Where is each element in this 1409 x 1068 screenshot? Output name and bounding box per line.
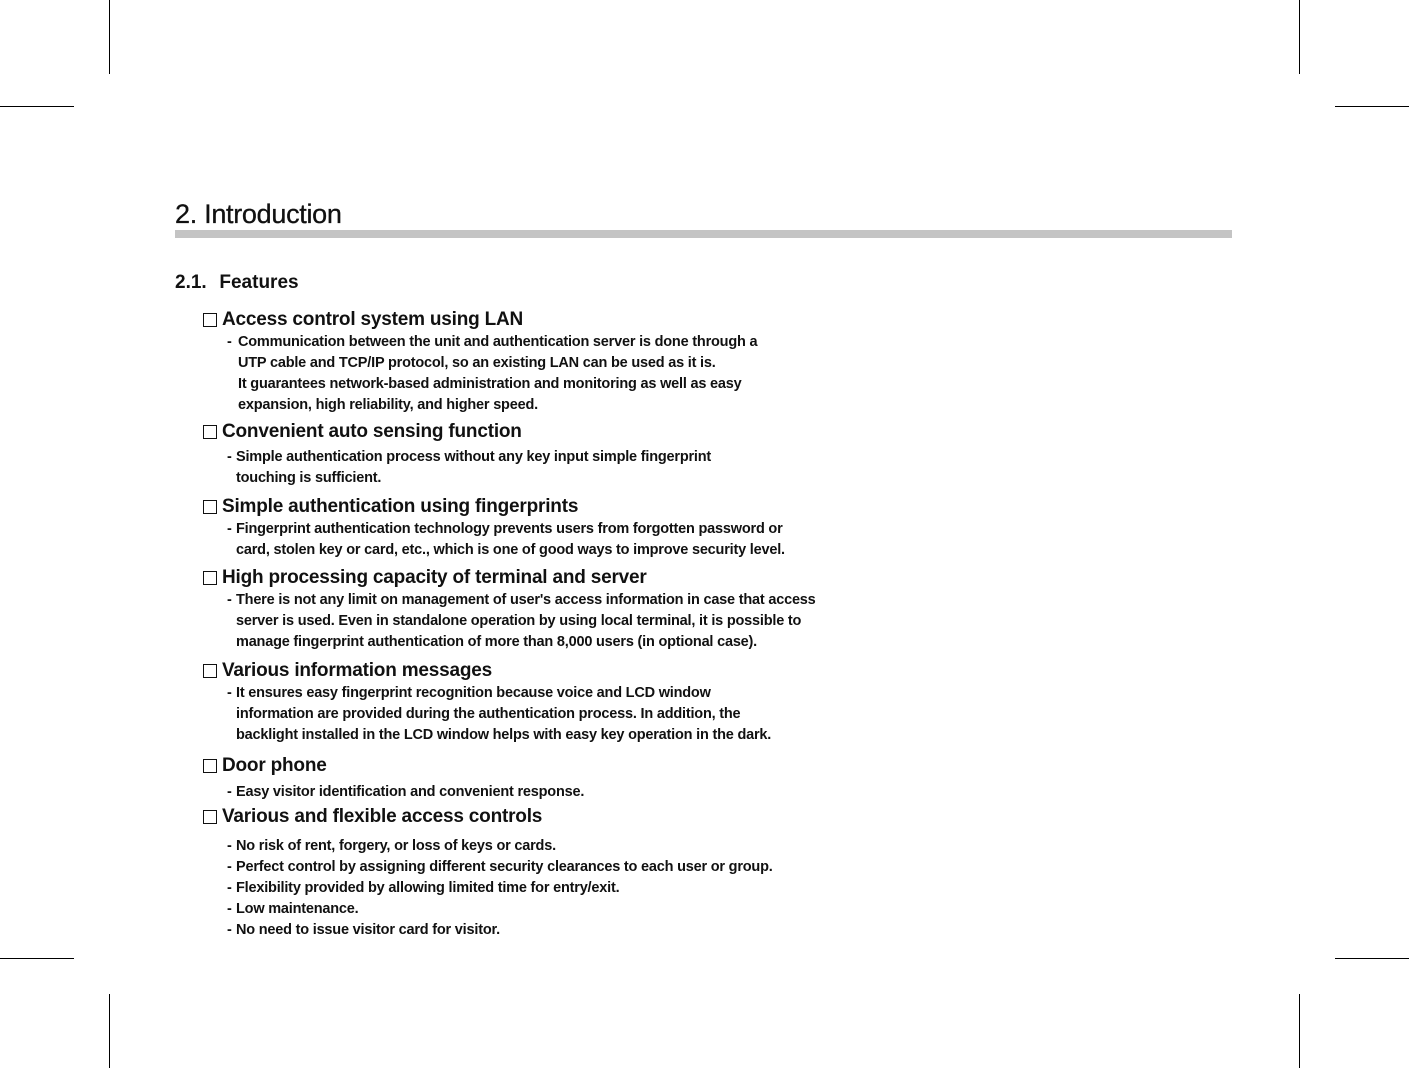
feature-heading	[203, 754, 584, 778]
bullet-dash: -	[227, 449, 232, 465]
description-line: There is not any limit on management of user's access information in case that access	[236, 592, 816, 608]
bullet-dash: -	[227, 685, 232, 701]
description-line: manage fingerprint authentication of more than 8,000 users (in optional case).	[236, 634, 757, 650]
description-line: Perfect control by assigning different security clearances to each user or group.	[236, 859, 773, 875]
feature-heading	[203, 805, 773, 829]
feature-title: Access control system using LAN	[222, 309, 524, 330]
description-line: Easy visitor identification and convenient response.	[236, 784, 585, 800]
feature-description	[203, 332, 757, 416]
feature-heading	[203, 420, 711, 444]
feature-item	[203, 878, 773, 899]
feature-description	[203, 519, 785, 561]
description-line: It ensures easy fingerprint recognition because voice and LCD window	[236, 685, 711, 701]
bullet-dash: -	[227, 334, 232, 350]
bullet-dash: -	[227, 521, 232, 537]
checkbox-icon	[203, 571, 217, 585]
description-line: card, stolen key or card, etc., which is one of good ways to improve security level.	[236, 542, 785, 558]
description-line: Fingerprint authentication technology prevents users from forgotten password or	[236, 521, 783, 537]
feature-item	[203, 836, 773, 857]
description-line: Low maintenance.	[236, 901, 359, 917]
feature-heading	[203, 566, 816, 590]
description-line: Simple authentication process without any key input simple fingerprint	[236, 449, 712, 465]
feature-door-phone	[203, 754, 584, 803]
description-line: server is used. Even in standalone operation by using local terminal, it is possible to	[236, 613, 802, 629]
feature-description	[203, 782, 584, 803]
bullet-dash: -	[227, 859, 232, 875]
crop-mark-top-right-vertical	[1299, 0, 1300, 74]
feature-title: Convenient auto sensing function	[222, 421, 522, 442]
crop-mark-top-left-horizontal	[0, 106, 74, 107]
feature-item	[203, 590, 816, 653]
feature-title: Various information messages	[222, 660, 492, 681]
description-line: expansion, high reliability, and higher speed.	[238, 397, 538, 413]
checkbox-icon	[203, 500, 217, 514]
feature-item	[203, 683, 771, 746]
section-number: 2.1.	[175, 272, 207, 293]
feature-item	[203, 857, 773, 878]
feature-item	[203, 899, 773, 920]
description-line: It guarantees network-based administration and monitoring as well as easy	[238, 376, 742, 392]
feature-flexible-access-controls	[203, 805, 773, 941]
checkbox-icon	[203, 664, 217, 678]
checkbox-icon	[203, 313, 217, 327]
description-line: No risk of rent, forgery, or loss of keys or cards.	[236, 838, 556, 854]
description-line: information are provided during the authentication process. In addition, the	[236, 706, 741, 722]
bullet-dash: -	[227, 880, 232, 896]
feature-heading	[203, 308, 757, 332]
crop-mark-bottom-left-horizontal	[0, 958, 74, 959]
bullet-dash: -	[227, 784, 232, 800]
crop-mark-top-left-vertical	[109, 0, 110, 74]
crop-mark-bottom-right-vertical	[1299, 994, 1300, 1068]
checkbox-icon	[203, 810, 217, 824]
feature-title: High processing capacity of terminal and server	[222, 567, 647, 588]
crop-mark-bottom-right-horizontal	[1335, 958, 1409, 959]
checkbox-icon	[203, 425, 217, 439]
bullet-dash: -	[227, 922, 232, 938]
description-line: backlight installed in the LCD window helps with easy key operation in the dark.	[236, 727, 772, 743]
feature-fingerprint-authentication	[203, 495, 785, 561]
feature-item	[203, 782, 584, 803]
feature-information-messages	[203, 659, 771, 746]
feature-heading	[203, 495, 785, 519]
bullet-dash: -	[227, 592, 232, 608]
crop-mark-top-right-horizontal	[1335, 106, 1409, 107]
chapter-title: 2. Introduction	[175, 199, 342, 229]
bullet-dash: -	[227, 838, 232, 854]
feature-access-control-lan	[203, 308, 757, 416]
checkbox-icon	[203, 759, 217, 773]
feature-title: Simple authentication using fingerprints	[222, 496, 579, 517]
feature-heading	[203, 659, 771, 683]
feature-title: Various and flexible access controls	[222, 806, 543, 827]
description-line: No need to issue visitor card for visitor.	[236, 922, 500, 938]
feature-auto-sensing	[203, 420, 711, 489]
description-line: Flexibility provided by allowing limited time for entry/exit.	[236, 880, 620, 896]
feature-description	[203, 683, 771, 746]
feature-processing-capacity	[203, 566, 816, 653]
description-line: touching is sufficient.	[236, 470, 382, 486]
title-rule	[175, 230, 1232, 238]
feature-description	[203, 836, 773, 941]
description-line: Communication between the unit and authentication server is done through a	[238, 334, 758, 350]
feature-description	[203, 447, 711, 489]
feature-title: Door phone	[222, 755, 327, 776]
feature-item	[203, 920, 773, 941]
feature-item	[203, 332, 757, 416]
bullet-dash: -	[227, 901, 232, 917]
feature-item	[203, 519, 785, 561]
description-line: UTP cable and TCP/IP protocol, so an existing LAN can be used as it is.	[238, 355, 716, 371]
crop-mark-bottom-left-vertical	[109, 994, 110, 1068]
section-heading	[175, 268, 299, 296]
feature-item	[203, 447, 711, 489]
section-title: Features	[219, 272, 299, 293]
feature-description	[203, 590, 816, 653]
